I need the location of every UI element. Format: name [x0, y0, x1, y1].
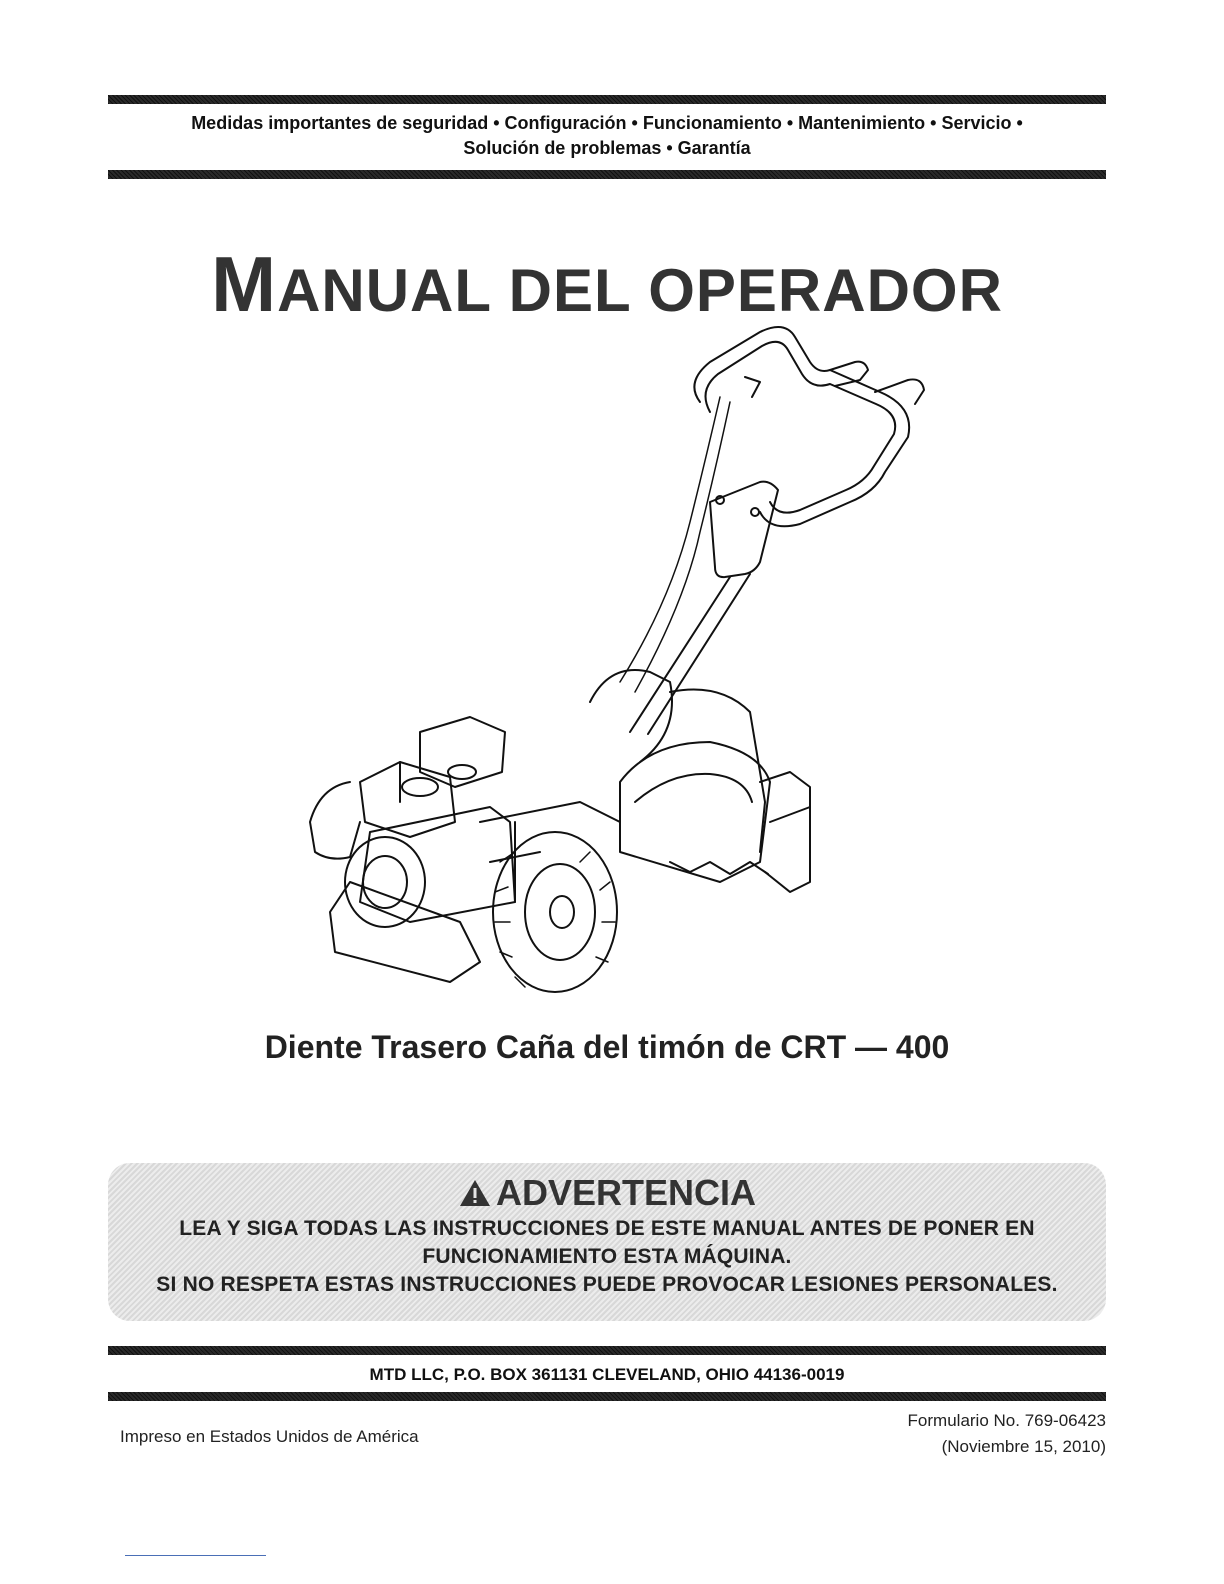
warning-box	[108, 1163, 1106, 1321]
warning-heading	[108, 1171, 1106, 1215]
footer-rule	[125, 1555, 266, 1556]
top-rule-lower	[108, 170, 1106, 179]
top-rule-upper	[108, 95, 1106, 104]
warning-line-3: SI NO RESPETA ESTAS INSTRUCCIONES PUEDE PROVOCAR LESIONES PERSONALES.	[156, 1273, 1058, 1296]
form-date: (Noviembre 15, 2010)	[941, 1437, 1106, 1456]
warning-title: ADVERTENCIA	[495, 1172, 756, 1213]
address-rule-lower	[108, 1392, 1106, 1401]
topics-line-1: Medidas importantes de seguridad • Configuración • Funcionamiento • Mantenimiento • Servicio •	[191, 113, 1023, 133]
model-subtitle: Diente Trasero Caña del timón de CRT — 400	[264, 1029, 950, 1065]
printed-in: Impreso en Estados Unidos de América	[120, 1427, 419, 1446]
warning-line-1: LEA Y SIGA TODAS LAS INSTRUCCIONES DE ESTE MANUAL ANTES DE PONER EN	[179, 1217, 1035, 1240]
form-number: Formulario No. 769-06423	[907, 1411, 1106, 1430]
address-rule-upper	[108, 1346, 1106, 1355]
company-address: MTD LLC, P.O. BOX 361131 CLEVELAND, OHIO 44136-0019	[369, 1365, 845, 1384]
topics-line-2: Solución de problemas • Garantía	[463, 138, 751, 158]
title-rest: ANUAL DEL OPERADOR	[277, 257, 1003, 324]
warning-triangle-icon	[458, 1178, 492, 1208]
form-info	[908, 1408, 1106, 1460]
rear-tine-tiller-illustration	[290, 262, 950, 1002]
warning-line-2: FUNCIONAMIENTO ESTA MÁQUINA.	[422, 1245, 792, 1268]
title-initial: M	[211, 240, 278, 328]
